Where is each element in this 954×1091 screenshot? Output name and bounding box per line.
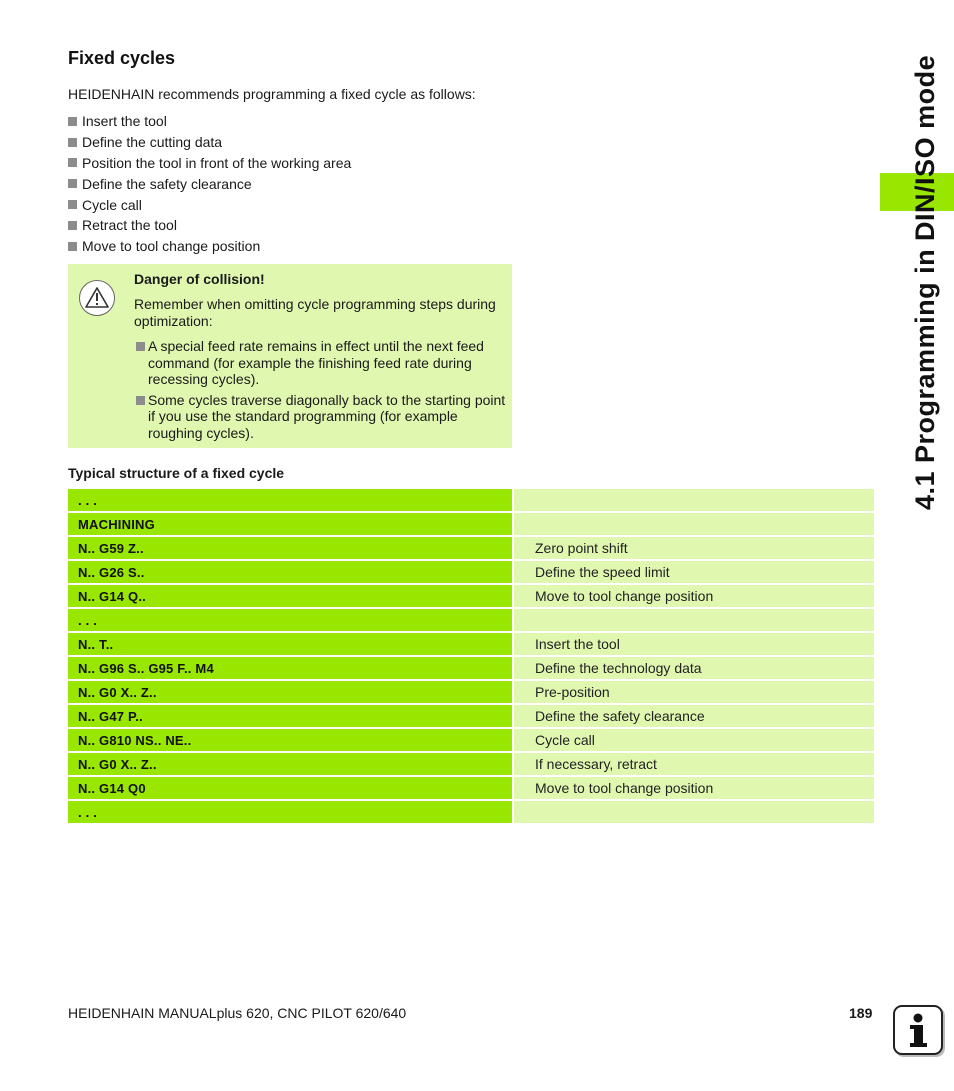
intro-text: HEIDENHAIN recommends programming a fixed cycle as follows: <box>68 86 476 102</box>
square-bullet-icon <box>136 342 145 351</box>
warning-title: Danger of collision! <box>134 271 265 287</box>
list-item: Some cycles traverse diagonally back to the starting point if you use the standard programming (for example roughing cycles). <box>134 392 506 442</box>
table-row <box>68 537 874 559</box>
list-item: Move to tool change position <box>68 236 351 257</box>
description-cell: Move to tool change position <box>514 585 874 607</box>
warning-list <box>134 338 506 445</box>
command-cell: N.. G14 Q.. <box>68 585 512 607</box>
table-row <box>68 705 874 727</box>
section-heading: Fixed cycles <box>68 48 176 68</box>
table-row <box>68 801 874 823</box>
description-cell: Define the safety clearance <box>514 705 874 727</box>
description-cell <box>514 609 874 631</box>
command-cell: MACHINING <box>68 513 512 535</box>
square-bullet-icon <box>68 242 77 251</box>
square-bullet-icon <box>68 158 77 167</box>
list-item: Define the safety clearance <box>68 173 351 194</box>
table-row <box>68 777 874 799</box>
command-cell: N.. G14 Q0 <box>68 777 512 799</box>
command-cell: N.. G0 X.. Z.. <box>68 753 512 775</box>
command-cell: . . . <box>68 609 512 631</box>
list-item: A special feed rate remains in effect until the next feed command (for example the finishing feed rate during recessing cycles). <box>134 338 506 388</box>
description-cell: Pre-position <box>514 681 874 703</box>
list-item: Cycle call <box>68 194 351 215</box>
command-cell: . . . <box>68 489 512 511</box>
table-row <box>68 681 874 703</box>
square-bullet-icon <box>136 396 145 405</box>
table-heading: Typical structure of a fixed cycle <box>68 465 285 481</box>
table-row <box>68 633 874 655</box>
command-cell: N.. G26 S.. <box>68 561 512 583</box>
list-item: Position the tool in front of the working area <box>68 153 351 174</box>
table-row <box>68 585 874 607</box>
description-cell: Move to tool change position <box>514 777 874 799</box>
command-cell: N.. G47 P.. <box>68 705 512 727</box>
info-icon <box>893 1005 943 1055</box>
command-cell: . . . <box>68 801 512 823</box>
square-bullet-icon <box>68 200 77 209</box>
square-bullet-icon <box>68 179 77 188</box>
page-number: 189 <box>849 1005 873 1021</box>
description-cell: If necessary, retract <box>514 753 874 775</box>
command-cell: N.. G0 X.. Z.. <box>68 681 512 703</box>
description-cell: Zero point shift <box>514 537 874 559</box>
program-table <box>68 489 874 825</box>
table-row <box>68 489 874 511</box>
description-cell: Cycle call <box>514 729 874 751</box>
warning-box <box>68 264 512 448</box>
square-bullet-icon <box>68 138 77 147</box>
description-cell <box>514 513 874 535</box>
steps-list <box>68 111 351 257</box>
description-cell <box>514 489 874 511</box>
description-cell: Define the technology data <box>514 657 874 679</box>
warning-triangle-icon <box>79 280 115 316</box>
command-cell: N.. T.. <box>68 633 512 655</box>
table-row <box>68 753 874 775</box>
square-bullet-icon <box>68 221 77 230</box>
table-row <box>68 609 874 631</box>
warning-text: Remember when omitting cycle programming steps during optimization: <box>134 296 496 329</box>
chapter-title: 4.1 Programming in DIN/ISO mode <box>910 54 940 510</box>
description-cell <box>514 801 874 823</box>
command-cell: N.. G96 S.. G95 F.. M4 <box>68 657 512 679</box>
list-item: Define the cutting data <box>68 132 351 153</box>
command-cell: N.. G59 Z.. <box>68 537 512 559</box>
table-row <box>68 561 874 583</box>
table-row <box>68 513 874 535</box>
list-item: Insert the tool <box>68 111 351 132</box>
square-bullet-icon <box>68 117 77 126</box>
table-row <box>68 657 874 679</box>
command-cell: N.. G810 NS.. NE.. <box>68 729 512 751</box>
description-cell: Insert the tool <box>514 633 874 655</box>
description-cell: Define the speed limit <box>514 561 874 583</box>
list-item: Retract the tool <box>68 215 351 236</box>
footer-text: HEIDENHAIN MANUALplus 620, CNC PILOT 620/640 <box>68 1005 407 1021</box>
table-row <box>68 729 874 751</box>
